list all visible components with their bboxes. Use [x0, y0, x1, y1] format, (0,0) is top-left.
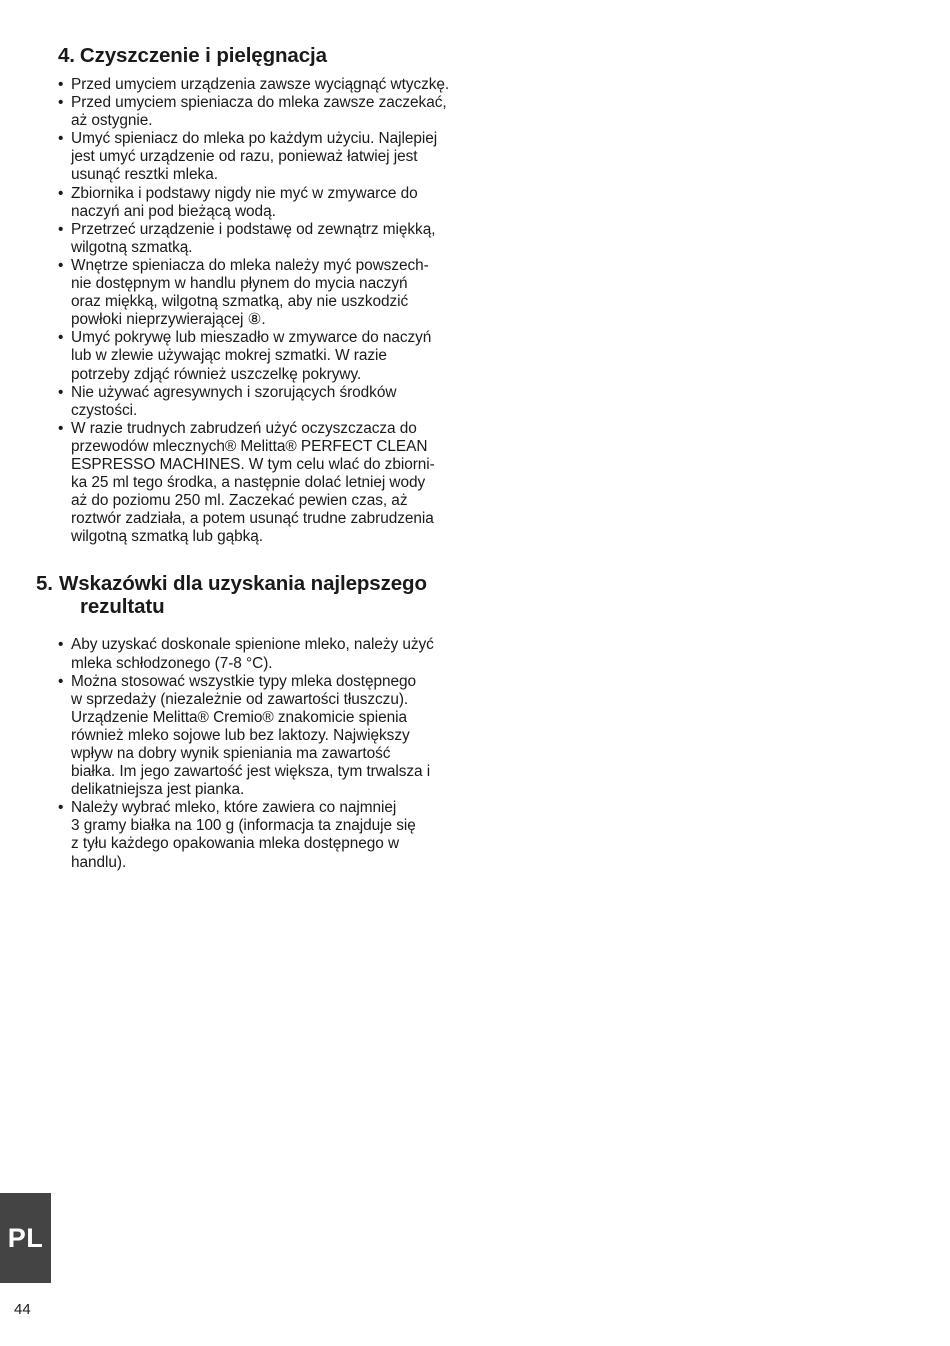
section-title — [58, 44, 468, 67]
section-title-text: Wskazówki dla uzyskania najlepszego rezultatu — [59, 572, 427, 619]
bullet-icon: • — [58, 256, 64, 274]
bullet-icon: • — [58, 799, 64, 817]
list-item — [58, 636, 468, 672]
list-item — [58, 185, 468, 221]
list-item-text: W razie trudnych zabrudzeń użyć oczyszczacza do przewodów mlecznych® Melitta® PERFECT CLEAN ESPRESSO MACHINES. W tym celu wlać do zbiorni- ka 25 ml tego środka, a następnie dolać letniej wody aż do poziomu 250 ml. Zaczekać pewien czas, aż roztwór zadziała, a potem usunąć trudne zabrudzenia wilgotną szmatką lub gąbką. — [71, 419, 435, 546]
list-item — [58, 221, 468, 257]
list-item-text: Przetrzeć urządzenie i podstawę od zewnątrz miękką, wilgotną szmatką. — [71, 220, 436, 256]
list-item-text: Zbiornika i podstawy nigdy nie myć w zmywarce do naczyń ani pod bieżącą wodą. — [71, 184, 418, 220]
list-item — [58, 420, 468, 547]
bullet-icon: • — [58, 329, 64, 347]
language-tab-label: PL — [7, 1222, 44, 1253]
list-item-text: Przed umyciem spieniacza do mleka zawsze zaczekać, aż ostygnie. — [71, 94, 447, 130]
bullet-list — [58, 636, 468, 871]
bullet-icon: • — [58, 184, 64, 202]
bullet-icon: • — [58, 220, 64, 238]
list-item — [58, 329, 468, 383]
list-item — [58, 130, 468, 184]
language-tab — [0, 1193, 51, 1283]
list-item — [58, 76, 468, 94]
list-item-text: Należy wybrać mleko, które zawiera co najmniej 3 gramy białka na 100 g (informacja ta znajduje się z tyłu każdego opakowania mleka dostępnego w handlu). — [71, 799, 416, 871]
section-number: 4. — [58, 44, 75, 67]
bullet-icon: • — [58, 636, 64, 654]
bullet-icon: • — [58, 130, 64, 148]
list-item — [58, 673, 468, 800]
list-item-text: Wnętrze spieniacza do mleka należy myć powszech- nie dostępnym w handlu płynem do mycia naczyń oraz miękką, wilgotną szmatką, aby nie uszkodzić powłoki nieprzywierającej ⑧. — [71, 256, 429, 329]
content-column — [36, 44, 468, 872]
list-item-text: Nie używać agresywnych i szorujących środków czystości. — [71, 383, 397, 419]
list-item-text: Przed umyciem urządzenia zawsze wyciągnąć wtyczkę. — [71, 76, 450, 93]
section-cleaning — [58, 44, 468, 546]
page-number: 44 — [14, 1301, 31, 1318]
section-tips — [36, 572, 468, 871]
bullet-icon: • — [58, 76, 64, 93]
bullet-icon: • — [58, 672, 64, 690]
list-item-text: Umyć pokrywę lub mieszadło w zmywarce do naczyń lub w zlewie używając mokrej szmatki. W razie potrzeby zdjąć również uszczelkę pokrywy. — [71, 329, 432, 383]
bullet-list — [58, 76, 468, 546]
list-item-text: Aby uzyskać doskonale spienione mleko, należy użyć mleka schłodzonego (7-8 °C). — [71, 636, 434, 672]
list-item-text: Można stosować wszystkie typy mleka dostępnego w sprzedaży (niezależnie od zawartości tłuszczu). Urządzenie Melitta® Cremio® znakomicie spienia również mleko sojowe lub bez laktozy. Największy wpływ na dobry wynik spieniania ma zawartość białka. Im jego zawartość jest większa, tym trwalsza i delikatniejsza jest pianka. — [71, 672, 431, 799]
list-item — [58, 94, 468, 130]
list-item — [58, 257, 468, 329]
list-item — [58, 799, 468, 871]
bullet-icon: • — [58, 94, 64, 112]
list-item — [58, 384, 468, 420]
bullet-icon: • — [58, 419, 64, 437]
section-title: 5. Wskazówki dla uzyskania najlepszego rezultatu — [36, 572, 427, 619]
section-title-text: Czyszczenie i pielęgnacja — [79, 44, 327, 67]
bullet-icon: • — [58, 383, 64, 401]
list-item-text: Umyć spieniacz do mleka po każdym użyciu. Najlepiej jest umyć urządzenie od razu, ponieważ łatwiej jest usunąć resztki mleka. — [71, 130, 438, 184]
